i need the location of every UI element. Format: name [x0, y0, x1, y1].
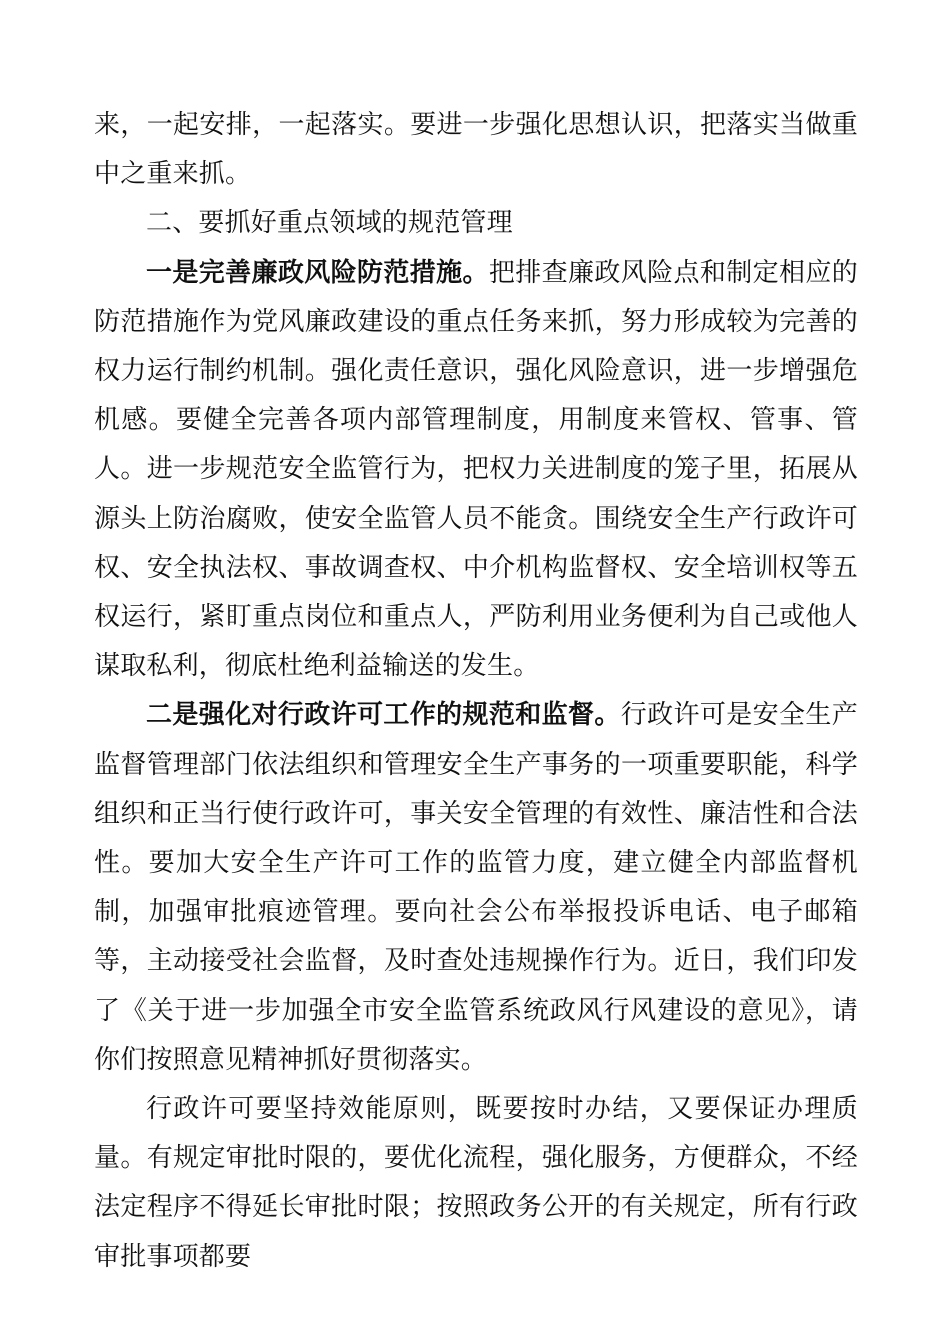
- document-page: [94, 101, 858, 1282]
- section-heading: [94, 199, 858, 248]
- paragraph-administrative-license: [94, 691, 858, 1085]
- paragraph-text: 行政许可要坚持效能原则，既要按时办结，又要保证办理质量。有规定审批时限的，要优化流程，强化服务，方便群众，不经法定程序不得延长审批时限；按照政务公开的有关规定，所有行政审批事项都要: [94, 1094, 858, 1272]
- paragraph-efficiency-principle: [94, 1085, 858, 1282]
- section-heading-text: 二、要抓好重点领域的规范管理: [146, 208, 513, 239]
- paragraph-risk-prevention: [94, 249, 858, 692]
- paragraph-lead: 二是强化对行政许可工作的规范和监督。: [146, 700, 621, 731]
- paragraph-continuation: [94, 101, 858, 199]
- paragraph-text: 来，一起安排，一起落实。要进一步强化思想认识，把落实当做重中之重来抓。: [94, 110, 858, 190]
- paragraph-text: 把排查廉政风险点和制定相应的防范措施作为党风廉政建设的重点任务来抓，努力形成较为完善的权力运行制约机制。强化责任意识，强化风险意识，进一步增强危机感。要健全完善各项内部管理制度，用制度来管权、管事、管人。进一步规范安全监管行为，把权力关进制度的笼子里，拓展从源头上防治腐败，使安全监管人员不能贪。围绕安全生产行政许可权、安全执法权、事故调查权、中介机构监督权、安全培训权等五权运行，紧盯重点岗位和重点人，严防利用业务便利为自己或他人谋取私利，彻底杜绝利益输送的发生。: [94, 257, 858, 682]
- paragraph-lead: 一是完善廉政风险防范措施。: [146, 257, 489, 288]
- paragraph-text: 行政许可是安全生产监督管理部门依法组织和管理安全生产事务的一项重要职能，科学组织和正当行使行政许可，事关安全管理的有效性、廉洁性和合法性。要加大安全生产许可工作的监管力度，建立健全内部监督机制，加强审批痕迹管理。要向社会公布举报投诉电话、电子邮箱等，主动接受社会监督，及时查处违规操作行为。近日，我们印发了《关于进一步加强全市安全监管系统政风行风建设的意见》，请你们按照意见精神抓好贯彻落实。: [94, 700, 858, 1075]
